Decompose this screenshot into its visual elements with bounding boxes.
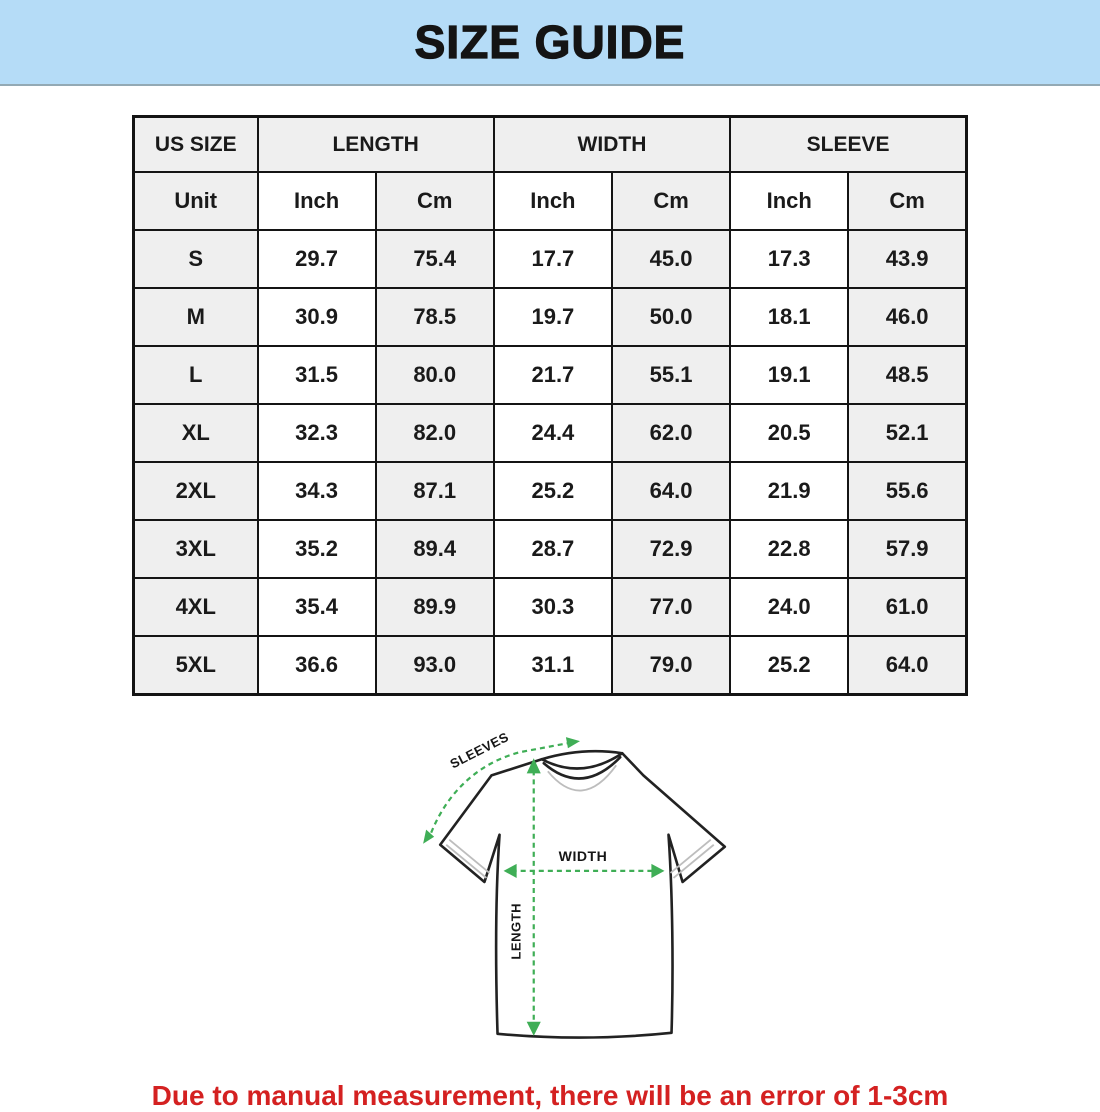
value-cell: 31.5 [258, 346, 376, 404]
value-cell: 34.3 [258, 462, 376, 520]
value-cell: 17.7 [494, 230, 612, 288]
value-cell: 19.1 [730, 346, 848, 404]
width-header: WIDTH [494, 117, 730, 173]
value-cell: 35.2 [258, 520, 376, 578]
value-cell: 77.0 [612, 578, 730, 636]
tshirt-measurement-diagram [0, 712, 1100, 1064]
size-row-3xl [134, 520, 967, 578]
value-cell: 22.8 [730, 520, 848, 578]
value-cell: 17.3 [730, 230, 848, 288]
length-diagram-label: LENGTH [508, 902, 524, 960]
value-cell: 28.7 [494, 520, 612, 578]
measurement-disclaimer: Due to manual measurement, there will be an error of 1-3cm [151, 1080, 949, 1111]
size-cell: XL [134, 404, 258, 462]
value-cell: 55.1 [612, 346, 730, 404]
size-cell: M [134, 288, 258, 346]
value-cell: 72.9 [612, 520, 730, 578]
size-row-s [134, 230, 967, 288]
length-header: LENGTH [258, 117, 494, 173]
value-cell: 46.0 [848, 288, 966, 346]
value-cell: 24.4 [494, 404, 612, 462]
value-cell: 55.6 [848, 462, 966, 520]
value-cell: 64.0 [848, 636, 966, 695]
width-inch-label: Inch [494, 172, 612, 230]
page-title: SIZE GUIDE [414, 16, 686, 68]
width-cm-label: Cm [612, 172, 730, 230]
value-cell: 57.9 [848, 520, 966, 578]
tshirt-outline-icon [440, 751, 725, 1037]
value-cell: 30.3 [494, 578, 612, 636]
value-cell: 19.7 [494, 288, 612, 346]
width-diagram-label: WIDTH [558, 847, 608, 864]
sleeves-diagram-label: SLEEVES [447, 729, 512, 772]
length-inch-label: Inch [258, 172, 376, 230]
value-cell: 62.0 [612, 404, 730, 462]
value-cell: 24.0 [730, 578, 848, 636]
size-cell: L [134, 346, 258, 404]
value-cell: 20.5 [730, 404, 848, 462]
tshirt-diagram-icon [419, 712, 741, 1064]
value-cell: 82.0 [376, 404, 494, 462]
value-cell: 80.0 [376, 346, 494, 404]
sleeve-header: SLEEVE [730, 117, 966, 173]
value-cell: 87.1 [376, 462, 494, 520]
size-row-5xl [134, 636, 967, 695]
length-cm-label: Cm [376, 172, 494, 230]
value-cell: 52.1 [848, 404, 966, 462]
size-chart-table [132, 115, 968, 696]
value-cell: 25.2 [730, 636, 848, 695]
sleeve-cm-label: Cm [848, 172, 966, 230]
size-row-m [134, 288, 967, 346]
sleeve-inch-label: Inch [730, 172, 848, 230]
value-cell: 78.5 [376, 288, 494, 346]
value-cell: 31.1 [494, 636, 612, 695]
value-cell: 43.9 [848, 230, 966, 288]
size-row-2xl [134, 462, 967, 520]
size-cell: 5XL [134, 636, 258, 695]
value-cell: 18.1 [730, 288, 848, 346]
value-cell: 45.0 [612, 230, 730, 288]
value-cell: 50.0 [612, 288, 730, 346]
value-cell: 29.7 [258, 230, 376, 288]
size-cell: 2XL [134, 462, 258, 520]
unit-label: Unit [134, 172, 258, 230]
column-group-row [134, 117, 967, 173]
value-cell: 25.2 [494, 462, 612, 520]
value-cell: 30.9 [258, 288, 376, 346]
value-cell: 32.3 [258, 404, 376, 462]
value-cell: 61.0 [848, 578, 966, 636]
size-cell: 3XL [134, 520, 258, 578]
value-cell: 79.0 [612, 636, 730, 695]
value-cell: 89.4 [376, 520, 494, 578]
value-cell: 75.4 [376, 230, 494, 288]
value-cell: 89.9 [376, 578, 494, 636]
size-cell: 4XL [134, 578, 258, 636]
size-row-4xl [134, 578, 967, 636]
value-cell: 36.6 [258, 636, 376, 695]
value-cell: 21.7 [494, 346, 612, 404]
value-cell: 64.0 [612, 462, 730, 520]
size-row-l [134, 346, 967, 404]
size-row-xl [134, 404, 967, 462]
value-cell: 21.9 [730, 462, 848, 520]
value-cell: 48.5 [848, 346, 966, 404]
value-cell: 93.0 [376, 636, 494, 695]
size-cell: S [134, 230, 258, 288]
unit-header-row [134, 172, 967, 230]
us-size-header: US SIZE [134, 117, 258, 173]
size-guide-banner [0, 0, 1100, 86]
value-cell: 35.4 [258, 578, 376, 636]
